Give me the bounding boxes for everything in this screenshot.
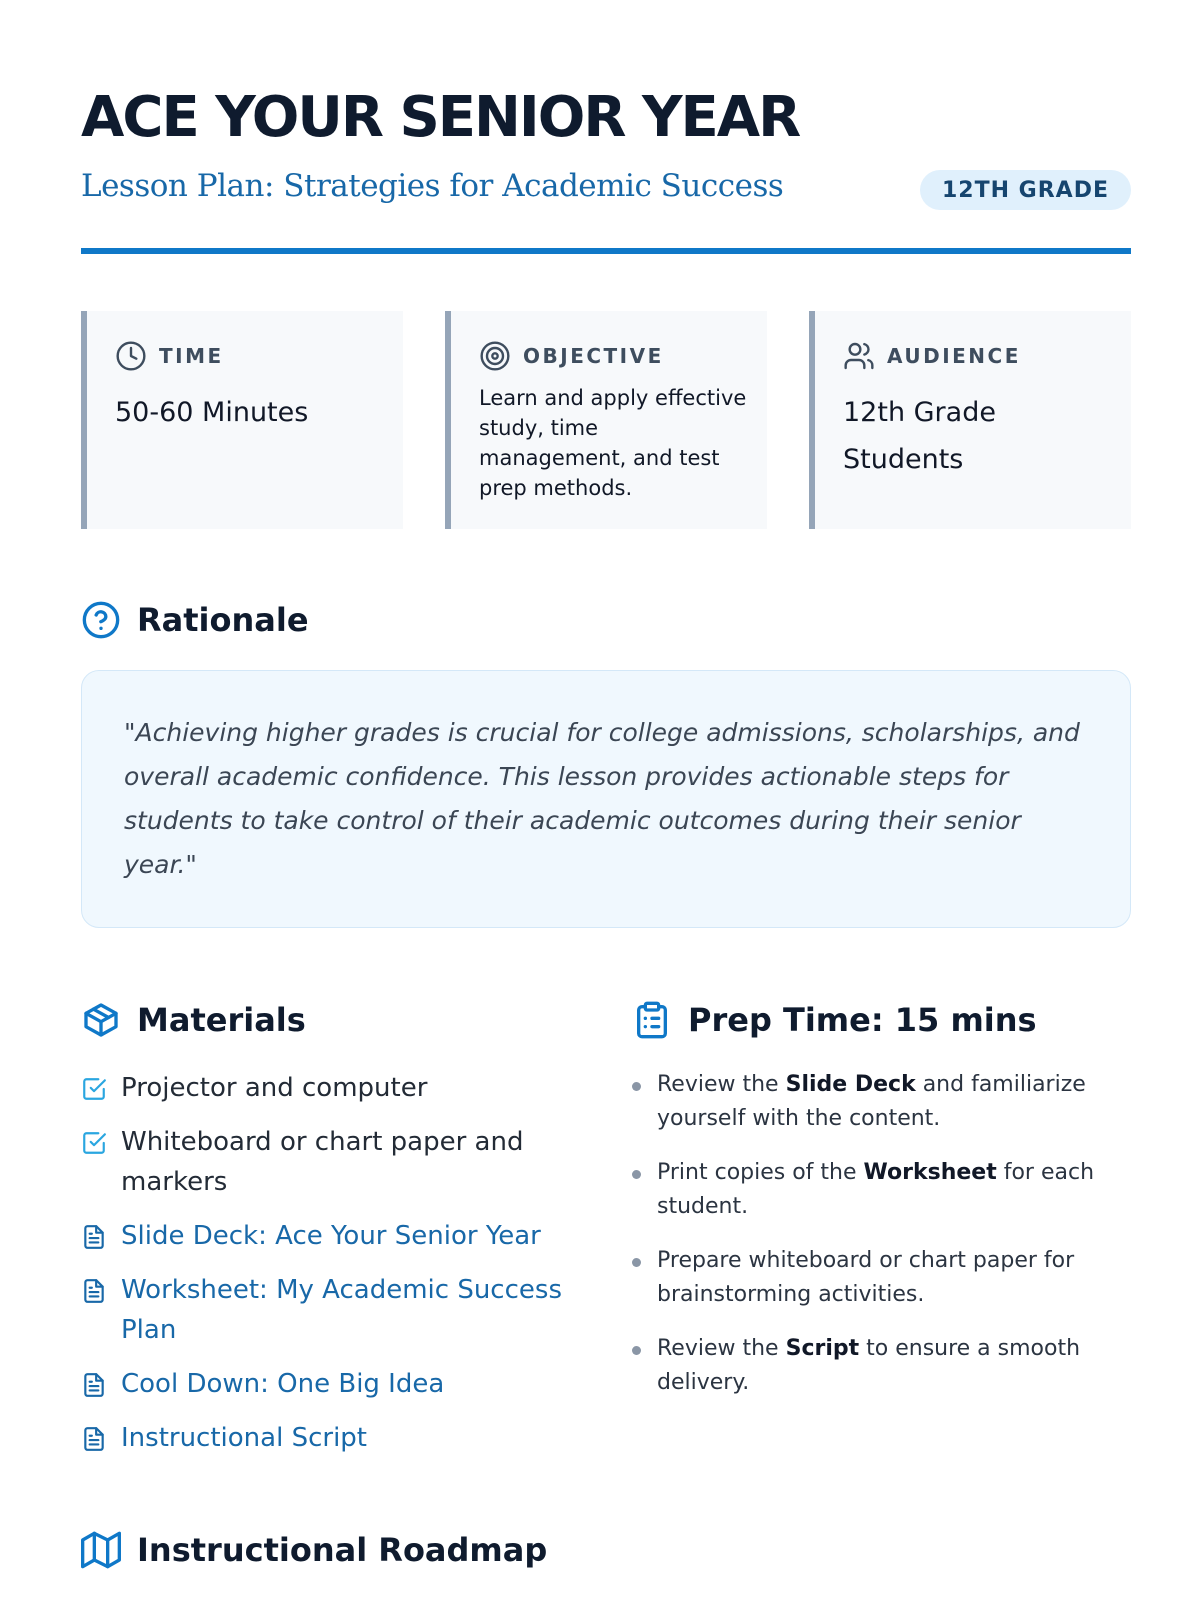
header-divider [81,248,1131,254]
prep-list [632,1068,1102,1420]
materials-item-whiteboard [81,1122,581,1202]
target-icon [479,340,511,372]
document-icon [81,1426,107,1452]
time-card-value: 50-60 Minutes [115,397,309,428]
materials-item-label: Whiteboard or chart paper and markers [121,1127,524,1197]
materials-item-label: Projector and computer [121,1073,428,1103]
objective-card-label: OBJECTIVE [523,344,664,368]
materials-item-projector [81,1068,581,1108]
rationale-quote: "Achieving higher grades is crucial for college admissions, scholarships, and overall academic confidence. This lesson provides actionable steps for students to take control of their academic outcomes during their senior year." [124,718,1080,879]
materials-link-label[interactable]: Slide Deck: Ace Your Senior Year [121,1221,541,1251]
prep-heading [632,1000,1037,1040]
materials-link-slide-deck[interactable] [81,1216,581,1256]
materials-link-label[interactable]: Instructional Script [121,1423,367,1453]
time-card [81,311,403,529]
prep-item: Print copies of the Worksheet for each student. [632,1156,1102,1224]
page-subtitle: Lesson Plan: Strategies for Academic Success [81,168,784,204]
objective-card-header [479,339,664,373]
clock-icon [115,340,147,372]
document-icon [81,1278,107,1304]
rationale-title: Rationale [137,601,309,639]
audience-card-label: AUDIENCE [887,344,1021,368]
package-icon [81,1000,121,1040]
materials-link-cool-down[interactable] [81,1364,581,1404]
materials-link-label[interactable]: Worksheet: My Academic Success Plan [121,1275,562,1345]
time-card-label: TIME [159,344,224,368]
rationale-heading [81,600,309,640]
roadmap-heading [81,1530,547,1570]
prep-title: Prep Time: 15 mins [688,1001,1037,1039]
audience-card [809,311,1131,529]
prep-item: Review the Script to ensure a smooth delivery. [632,1332,1102,1400]
checkbox-checked-icon [81,1130,107,1156]
materials-list [81,1068,581,1472]
roadmap-title: Instructional Roadmap [137,1531,548,1569]
materials-heading [81,1000,306,1040]
checkbox-checked-icon [81,1076,107,1102]
prep-item: Review the Slide Deck and familiarize yourself with the content. [632,1068,1102,1136]
materials-link-worksheet[interactable] [81,1270,581,1350]
audience-card-value: 12th Grade Students [843,397,996,475]
time-card-header [115,339,224,373]
users-icon [843,340,875,372]
materials-title: Materials [137,1001,306,1039]
objective-card-value: Learn and apply effective study, time management, and test prep methods. [479,386,747,500]
page-title: ACE YOUR SENIOR YEAR [81,85,800,150]
materials-link-script[interactable] [81,1418,581,1458]
rationale-quote-box [81,670,1131,928]
lesson-plan-page [81,0,1131,1600]
question-circle-icon [81,600,121,640]
document-icon [81,1372,107,1398]
clipboard-list-icon [632,1000,672,1040]
materials-link-label[interactable]: Cool Down: One Big Idea [121,1369,445,1399]
objective-card [445,311,767,529]
prep-item: Prepare whiteboard or chart paper for brainstorming activities. [632,1244,1102,1312]
map-icon [81,1530,121,1570]
audience-card-header [843,339,1021,373]
document-icon [81,1224,107,1250]
grade-badge: 12TH GRADE [920,170,1131,210]
